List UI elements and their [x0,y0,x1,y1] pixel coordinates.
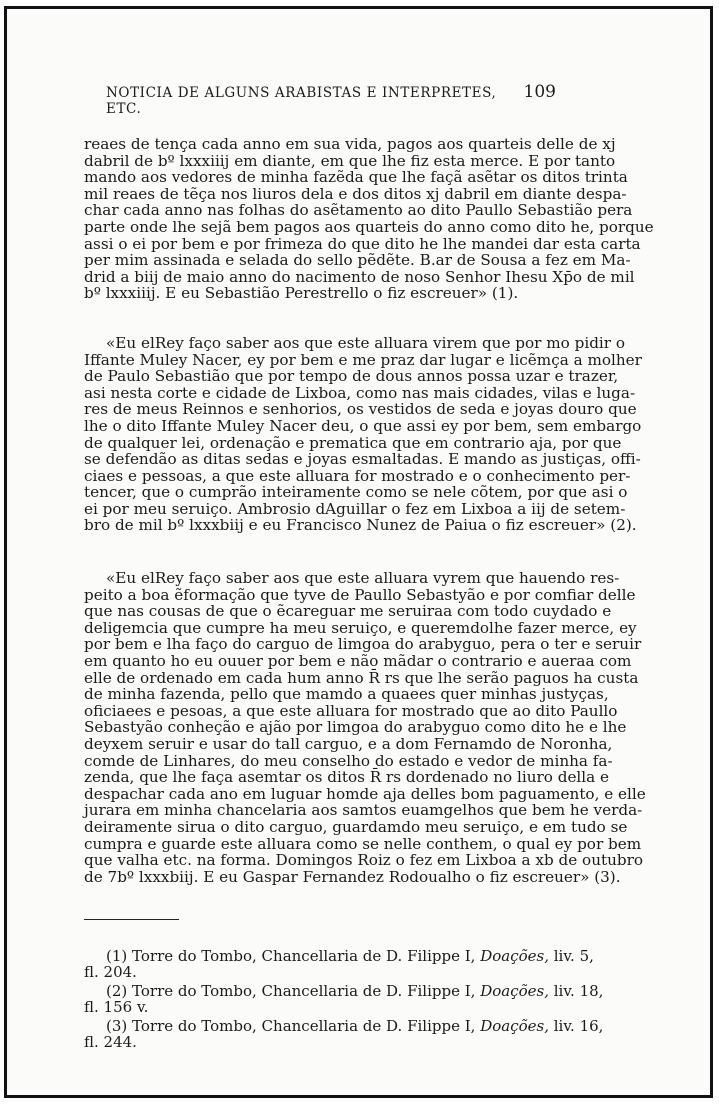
text-line: se defendão as ditas sedas e joyas esmaltadas. E mando as justiças, offi- [84,450,641,469]
running-header [84,82,556,117]
book-page [84,82,654,1053]
text-line: ei por meu seruiço. Ambrosio dAguillar o fez em Lixboa a iij de setem- [84,499,626,518]
text-line: oficiaees e pesoas, a que este alluara for mostrado que ao dito Paullo [84,701,618,720]
paragraph-gap [84,534,556,570]
text-line: jurara em minha chancelaria aos samtos euamgelhos que bem he verda- [84,801,643,820]
footnote-source: Torre do Tombo, Chancellaria de D. Filippe I, [132,982,476,1001]
text-line: de 7bº lxxxbiij. E eu Gaspar Fernandez Rodoualho o fiz escreuer» (3). [84,867,621,886]
paragraph [84,333,642,535]
text-line: parte onde lhe sejã bem pagos aos quarteis do anno como dito he, porque [84,217,654,236]
text-line: deyxem seruir e usar do tall carguo, e a dom Fernamdo de Noronha, [84,735,613,753]
text-line: drid a biij de maio anno do nacimento de noso Senhor Ihesu Xp̄o de mil [84,267,635,286]
page-number: 109 [523,82,556,102]
text-line: assi o ei por bem e por frimeza do que dito he lhe mandei dar esta carta [84,234,641,253]
text-line: deligemcia que cumpre ha meu seruiço, e queremdolhe fazer merce, ey [84,618,637,637]
text-line: elle de ordenado em cada hum anno R̄ rs que lhe serão paguos ha custa [84,668,639,687]
text-line: bro de mil bº lxxxbiij e eu Francisco Nunez de Paiua o fiz escreuer» (2). [84,516,637,535]
paragraph [84,135,654,303]
text-line: dabril de bº lxxxiiij em diante, em que lhe fiz esta merce. E por tanto [84,151,616,170]
footnote [84,947,594,982]
footnote-series: Doações, [480,982,549,1001]
text-line: «Eu elRey faço saber aos que este alluara vyrem que hauendo res- [106,569,620,588]
footnote-marker: (1) [106,947,128,966]
paragraph [84,569,646,886]
text-line: per mim assinada e selada do sello pẽdẽte. B.ar de Sousa a fez em Ma- [84,251,631,270]
footnote-folio: fl. 156 v. [84,998,149,1017]
text-line: de qualquer lei, ordenação e prematica que em contrario aja, por que [84,433,622,452]
text-line: por bem e lha faço do carguo de limgoa do arabyguo, pera o ter e seruir [84,635,642,654]
text-line: «Eu elRey faço saber aos que este alluara virem que por mo pidir o [106,333,626,352]
text-line: mando aos vedores de minha fazẽda que lhe façã asẽtar os ditos trinta [84,168,628,187]
text-line: peito a boa ẽformação que tyve de Paullo Sebastyão e por comfiar delle [84,585,636,604]
footnote-line [84,947,594,966]
text-line: reaes de tença cada anno em sua vida, pagos aos quarteis delle de xj [84,135,616,153]
footnote-line [84,982,604,1001]
text-line: comde de Linhares, do meu conselho do estado e vedor de minha fa- [84,751,613,770]
footnote-source: Torre do Tombo, Chancellaria de D. Filippe I, [132,947,476,966]
text-line: tencer, que o cumprão inteiramente como se nele cõtem, por que asi o [84,483,628,502]
footnote-folio: fl. 204. [84,963,137,982]
footnote-folio: fl. 244. [84,1033,137,1052]
text-line: zenda, que lhe faça asemtar os ditos R̄ rs dordenado no liuro della e [84,768,610,787]
text-line: em quanto ho eu ouuer por bem e não mãdar o contrario e aueraa com [84,652,632,671]
footnotes [84,947,604,1052]
footnote [84,982,604,1017]
paragraph-gap [84,302,556,335]
text-line: lhe o dito Iffante Muley Nacer deu, o que assi ey por bem, sem embargo [84,416,642,435]
text-line: ciaes e pessoas, a que este alluara for mostrado e o conhecimento per- [84,466,631,485]
footnote-series: Doações, [480,947,549,966]
text-line: mil reaes de tẽça nos liuros dela e dos ditos xj dabril em diante despa- [84,184,627,203]
footnote-volume: liv. 5, [553,947,594,966]
footnote [84,1017,604,1052]
footnote-rule [84,919,179,920]
text-line: de Paulo Sebastião que por tempo de dous annos possa uzar e trazer, [84,367,619,386]
footnote-marker: (3) [106,1017,128,1036]
text-line: que valha etc. na forma. Domingos Roiz o fez em Lixboa a xb de outubro [84,851,643,870]
body-text [84,135,654,886]
footnote-line [84,1017,604,1036]
text-line: deiramente sirua o dito carguo, guardamdo meu seruiço, e em tudo se [84,817,628,836]
footnote-volume: liv. 18, [553,982,604,1001]
text-line: char cada anno nas folhas do asẽtamento ao dito Paullo Sebastião pera [84,201,633,220]
running-title: NOTICIA DE ALGUNS ARABISTAS E INTERPRETES, ETC. [106,85,497,117]
text-line: bº lxxxiiij. E eu Sebastião Perestrello o fiz escreuer» (1). [84,284,519,303]
text-line: Iffante Muley Nacer, ey por bem e me praz dar lugar e licẽmça a molher [84,350,642,369]
text-line: cumpra e guarde este alluara como se nelle conthem, o qual ey por bem [84,834,642,853]
text-line: asi nesta corte e cidade de Lixboa, como nas mais cidades, vilas e luga- [84,383,636,402]
footnote-volume: liv. 16, [553,1017,604,1036]
text-line: que nas cousas de que o ẽcareguar me seruiraa com todo cuydado e [84,602,612,621]
text-line: Sebastyão conheção e ajão por limgoa do arabyguo como dito he e lhe [84,718,627,737]
text-line: despachar cada ano em luguar homde aja delles bom paguamento, e elle [84,784,646,803]
text-line: res de meus Reinnos e senhorios, os vestidos de seda e joyas douro que [84,400,637,419]
footnote-marker: (2) [106,982,128,1001]
footnote-source: Torre do Tombo, Chancellaria de D. Filippe I, [132,1017,476,1036]
footnote-series: Doações, [480,1017,549,1036]
text-line: de minha fazenda, pello que mamdo a quaees quer minhas justyças, [84,685,609,704]
